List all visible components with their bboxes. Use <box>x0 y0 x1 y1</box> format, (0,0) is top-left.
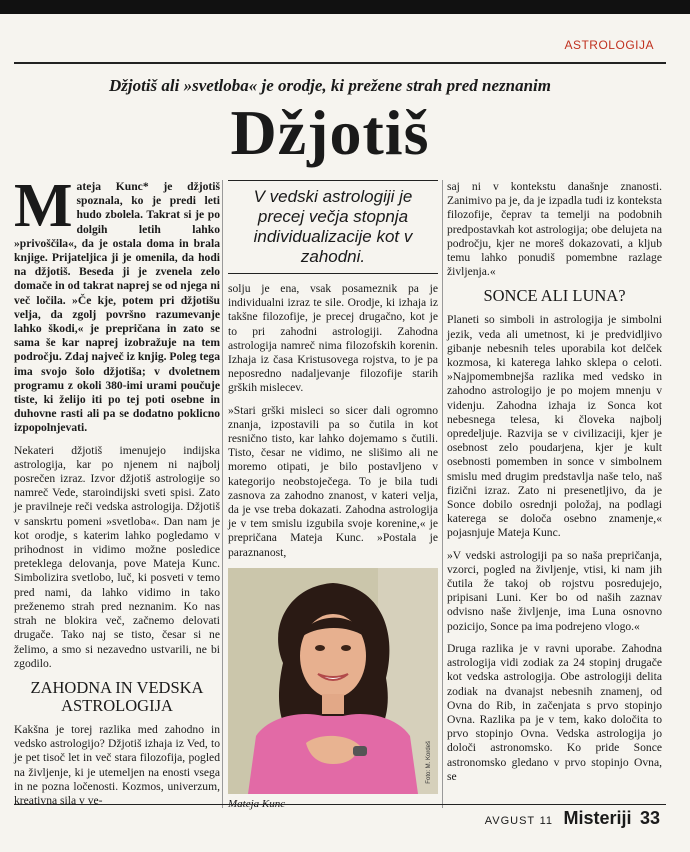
header-rule <box>14 62 666 64</box>
column-3 <box>447 180 662 792</box>
paragraph: Druga razlika je v ravni uporabe. Zahodna astrologija vidi zodiak za 24 stopinj drugače kot vedska astrologija. Obe astrologiji delita zodiak na dvanajst nebesnih znamenj, od Ovna do Rib, in začenjata s prvo stopinjo Ovna. Razlika pa je v tem, kako določita to prvo stopinjo Ovna. Vedska astrologija jo določi astronomsko. Ko pride Sonce astronomsko gledano v prvo stopinjo Ovna, se <box>447 641 662 783</box>
article-title: Džjotiš <box>230 97 430 168</box>
portrait-photo <box>228 568 438 794</box>
photo-caption: Mateja Kunc <box>228 797 286 810</box>
article-subtitle: Džjotiš ali »svetloba« je orodje, ki prežene strah pred neznanim <box>108 76 552 95</box>
portrait-illustration <box>228 568 438 794</box>
footer-rule <box>14 804 666 805</box>
magazine-name: Misteriji <box>563 808 632 828</box>
subheading-western-vedic: ZAHODNA IN VEDSKA ASTROLOGIJA <box>30 677 204 715</box>
column-2 <box>228 180 438 811</box>
subheading-sun-or-moon: SONCE ALI LUNA? <box>483 286 626 306</box>
intro-paragraph <box>14 172 220 436</box>
footer-month: AVGUST <box>484 815 536 827</box>
top-bar <box>0 0 690 14</box>
column-1 <box>14 172 220 816</box>
column-divider <box>222 180 223 808</box>
intro-text: ateja Kunc* je džjotiš spoznala, ko je predi leti hudo zbolela. Takrat si je po dolgih letih lahko »privoščila«, da je ostala doma in brala knjige. Prijateljica ji je omenila, da hodi na džjotiš. Beseda ji je zvenela zelo domače in od takrat naprej se od njega ni več ločila. »Če kje, potem pri džjotišu velja, da zgolj površno razumevanje lahko škodi,« je prepričana in zato se sama še kar naprej izobražuje na tem področju. Zdaj največ iz knjig. Poleg tega ima svojo šolo džjotiša; v dvoletnem programu z okoli 380-imi urami poučuje tiste, ki želijo iti po tej poti osebne in duhovne rasti ali pa se dodatno poklicno izpopolnjevati. <box>14 180 220 435</box>
section-label: ASTROLOGIJA <box>564 38 654 52</box>
paragraph: »V vedski astrologiji pa so naša prepričanja, vzorci, pogled na življenje, vtisi, ki nam jih čutila že takoj ob rojstvu posredujejo, pripisani Luni. Ker bo od naših zaznav odvisno naše življenje, ima Luna osnovno pozicijo, Sonce pa ima podrejeno vlogo.« <box>447 548 662 633</box>
photo-credit: Foto: M. Kordeš <box>425 741 432 784</box>
paragraph: solju je ena, vsak posameznik pa je individualni izraz te sile. Orodje, ki izhaja iz takšne filozofije, je precej drugačno, kot je to pri zahodni astrologiji. Zahodna astrologija namreč nima filozofskih korenin. Izhaja iz časa Kristusovega rojstva, to je pa neposredno nadaljevanje filozofije starih grških mislecev. <box>228 282 438 395</box>
page-footer <box>485 808 660 829</box>
column-divider <box>442 180 443 808</box>
paragraph: Planeti so simboli in astrologija je simbolni jezik, veda ali umetnost, ki je predvidljivo gibanje nebesnih teles uporabila kot delček kozmosa, ki katerega lahko sklepa o celoti. »Najpomembnejša razlika med vedsko in zahodno astrologijo je po mojem mnenju v videnju. Zahodna izhaja iz Sonca kot nebesnega telesa, ki človeka najbolj opredeljuje. Razvija se v civilizaciji, kjer je osebnost zelo poudarjena, kjer je kult osebnosti pomemben in sonce v simbolnem smislu med drugim predstavlja naše telo, naš fizični izraz. Zato ni presenetljivo, da je Sonce dobilo osrednji položaj, na podlagi katerega se določa osebno znamenje,« pojasnjuje Mateja Kunc. <box>447 313 662 540</box>
paragraph: »Stari grški misleci so sicer dali ogromno znanja, izpostavili pa so čutila in kot resnično tisto, kar lahko dojemamo s čutili. Tisto, česar ne vidimo, ne slišimo ali ne moremo otipati, je bilo postavljeno v kategorijo neobstoječega. To je bila tudi zasnova za zahodno znanost, v kateri velja, da je vse treba dokazati. Zahodna astrologija je v tem smislu izgubila svoje korenine,« je prepričana Mateja Kunc. »Postala je paraznanost, <box>228 403 438 559</box>
pull-quote: V vedski astrologiji je precej večja stopnja individualizacije kot v zahodni. <box>228 180 438 274</box>
paragraph: Kakšna je torej razlika med zahodno in vedsko astrologijo? Džjotiš izhaja iz Ved, to je pet tisoč let in več stara filozofija, pogled na življenje, ki je utemeljen na enosti vsega in ne pozna ločenosti. Kozmos, univerzum, kreativna sila v ve- <box>14 722 220 807</box>
drop-cap: M <box>14 172 73 240</box>
footer-issue: 11 <box>539 815 554 827</box>
page-number: 33 <box>639 808 660 828</box>
paragraph: saj ni v kontekstu današnje znanosti. Zanimivo pa je, da je izpadla tudi iz konteksta filozofije, čeprav ta temelji na podobnih predpostavkah kot astrologija; obe delujeta na področju, kjer ne moreš dokazovati, a kljub temu lahko ponudiš pomembne razlage življenja.« <box>447 180 662 279</box>
paragraph: Nekateri džjotiš imenujejo indijska astrologija, kar po njenem ni najbolj posrečen izraz. Izvor džjotiš astrologije so namreč Vede, staroindijski sveti spisi. Zato je pravilneje reči vedska astrologija. Džjotiš v sanskrtu pomeni »svetloba«. Dan nam je kot orodje, s katerim lahko pogledamo v prihodnost in vidimo možne posledice preteklega delovanja, pove Mateja Kunc. Simbolizira svetlobo, luč, ki posveti v temo pred nami, da lahko vidimo in tako preženemo strah pred neznanim. Ko nas strah ne blokira več, začnemo delovati drugače. Tako naj se tisto, česar si ne želimo, a smo si nezavedno ustvarili, ne bi zgodilo. <box>14 443 220 670</box>
